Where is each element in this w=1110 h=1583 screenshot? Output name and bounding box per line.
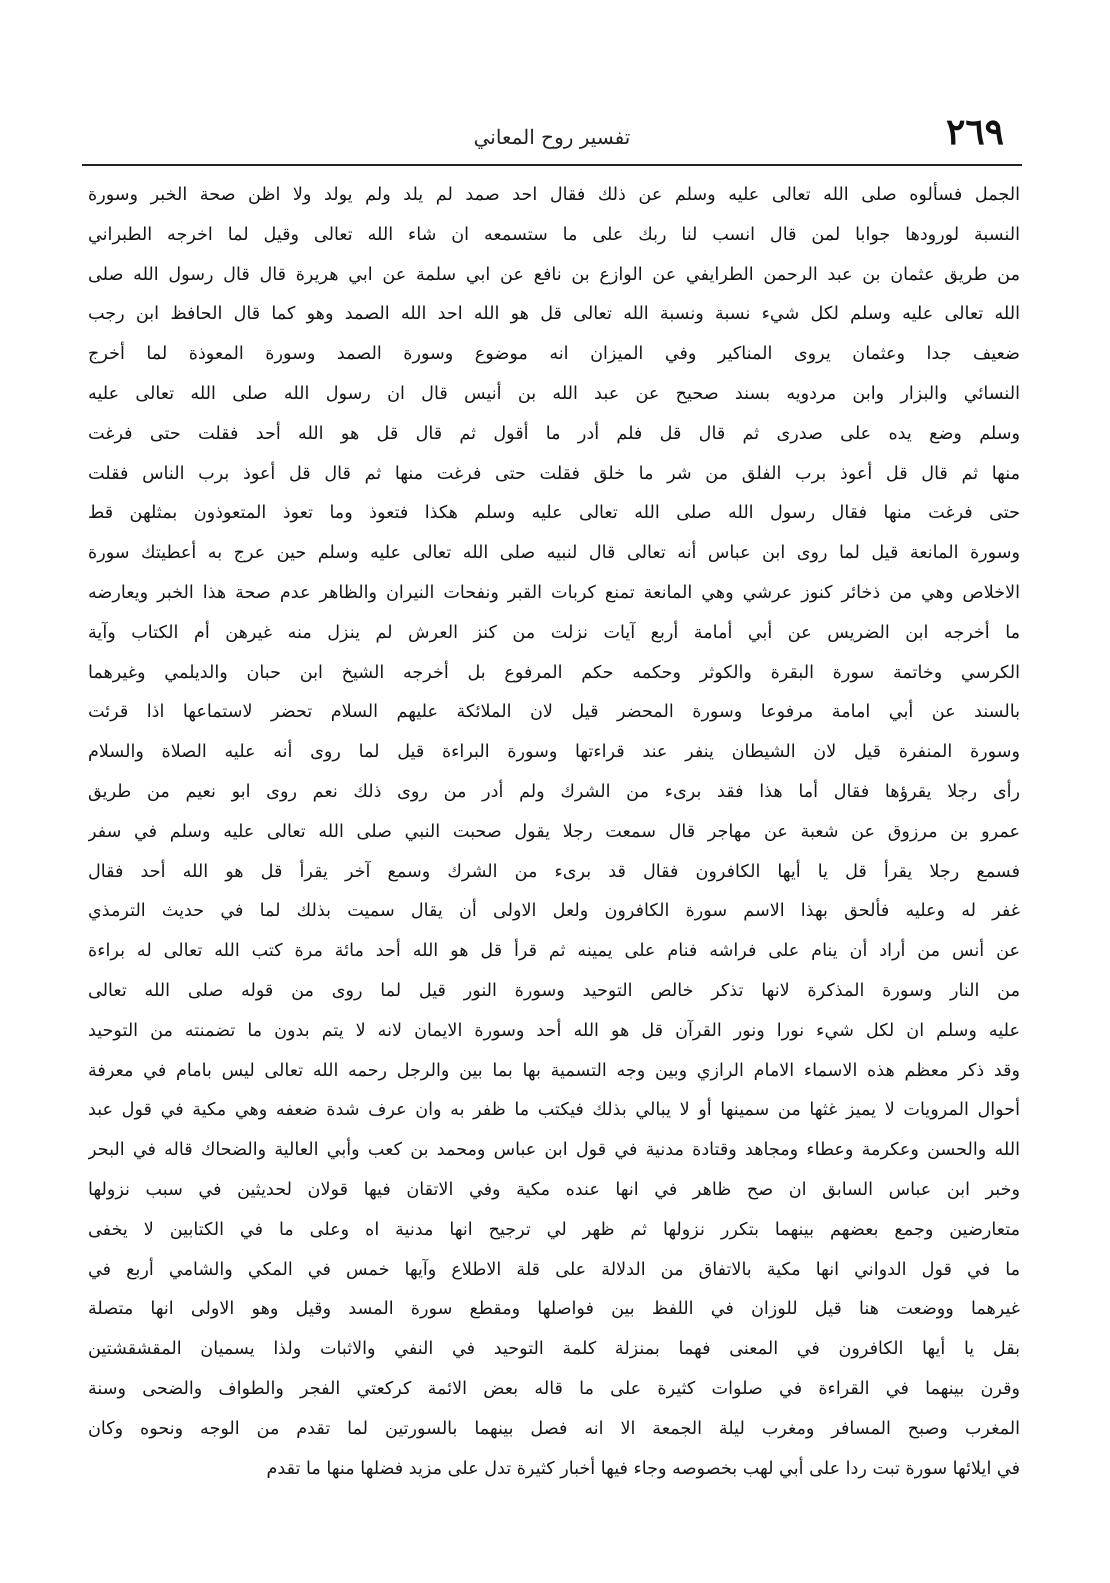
- text-line: وسلم وضع يده على صدرى ثم قال قل فلم أدر ما أقول ثم قال قل هو الله أحد فقلت حتى فرغت: [88, 423, 1020, 444]
- text-line: من النار وسورة المذكرة لانها تذكر خالص التوحيد وسورة النور قيل لما روى من قوله صلى الله تعالى: [88, 980, 1020, 1001]
- text-line: منها ثم قال قل أعوذ برب الفلق من شر ما خلق فقلت حتى فرغت منها ثم قال قل أعوذ برب الناس فقلت: [88, 463, 1020, 484]
- page-number: ٢٦٩: [945, 111, 1004, 153]
- text-line: رأى رجلا يقرؤها فقال أما هذا فقد برىء من الشرك ولم أدر من روى ذلك نعم روى ابو نعيم من طريق: [88, 781, 1020, 802]
- text-line: بقل يا أيها الكافرون في المعنى فهما بمنزلة كلمة التوحيد في النفي والاثبات ولذا يسميان المقشقشتين: [88, 1339, 1020, 1360]
- text-line: وقد ذكر معظم هذه الاسماء الامام الرازي وبين وجه التسمية بها بما بين والرجل رحمه الله تعالى ليس بامام في معرفة: [88, 1060, 1020, 1081]
- text-line: أحوال المرويات لا يميز غثها من سمينها أو لا يبالي بذلك فيكتب ما ظفر به وان عرف شدة ضعفه وهي مكية في قول عبد: [88, 1100, 1020, 1121]
- text-line: حتى فرغت منها فقال رسول الله صلى الله تعالى عليه وسلم هكذا فتعوذ وما تعوذ المتعوذون بمثلهن قط: [88, 503, 1020, 524]
- text-line: متعارضين وجمع بعضهم بينهما بتكرر نزولها ثم ظهر لي ترجيح انها مدنية اه وعلى ما في الكتابين لا يخفى: [88, 1219, 1020, 1240]
- text-line: غيرهما ووضعت هنا قيل للوزان في اللفظ بين فواصلها ومقطع سورة المسد وقيل وهو الاولى انها متصلة: [88, 1299, 1020, 1320]
- text-line: ما في قول الدواني انها مكية بالاتفاق من الدلالة على قلة الاطلاع وآيها خمس في المكي والشامي أربع في: [88, 1259, 1020, 1280]
- text-line: وسورة المانعة قيل لما روى ابن عباس أنه تعالى قال لنبيه صلى الله تعالى عليه وسلم حين عرج به أعطيتك سورة: [88, 543, 1020, 564]
- text-line: ما أخرجه ابن الضريس عن أبي أمامة أربع آيات نزلت من كنز العرش لم ينزل منه غيرهن أم الكتاب وآية: [88, 622, 1020, 643]
- text-line: وسورة المنفرة قيل لان الشيطان ينفر عند قراءتها وسورة البراءة قيل لما روى أنه عليه الصلاة والسلام: [88, 742, 1020, 763]
- text-line: الله تعالى عليه وسلم لكل شيء نسبة ونسبة الله تعالى قل هو الله احد الله الصمد وهو كما قال الحافظ ابن رجب: [88, 304, 1020, 325]
- running-title: تفسير روح المعاني: [473, 125, 631, 149]
- text-line: في ايلائها سورة تبت ردا على أبي لهب بخصوصه وجاء فيها أخبار كثيرة تدل على مزيد فضلها منها ما تقدم: [266, 1458, 1020, 1479]
- text-line: وخبر ابن عباس السابق ان صح ظاهر في انها عنده مكية وفي الاتقان فيها قولان لحديثين في سبب نزولها: [88, 1179, 1020, 1200]
- text-line: الاخلاص وهي من ذخائر كنوز عرشي وهي المانعة تمنع كربات القبر ونفحات النيران والظاهر عدم صحة هذا الخبر ويعارضه: [88, 582, 1020, 603]
- text-line: بالسند عن أبي امامة مرفوعا وسورة المحضر قيل لان الملائكة عليهم السلام تحضر لاستماعها اذا قرئت: [88, 702, 1020, 723]
- text-line: الكرسي وخاتمة سورة البقرة والكوثر وحكمه حكم المرفوع بل أخرجه الشيخ ابن حبان والديلمي وغيرهما: [88, 662, 1020, 683]
- header-divider: [82, 164, 1022, 166]
- text-line: من طريق عثمان بن عبد الرحمن الطرايفي عن الوازع بن نافع عن ابي سلمة عن ابي هريرة قال قال رسول الله صلى: [88, 264, 1020, 285]
- text-line: فسمع رجلا يقرأ قل يا أيها الكافرون فقال قد برىء من الشرك وسمع آخر يقرأ قل هو الله أحد فقال: [88, 861, 1020, 882]
- text-line: غفر له وعليه فألحق بهذا الاسم سورة الكافرون ولعل الاولى أن يقال سميت بذلك لما في حديث الترمذي: [88, 901, 1020, 922]
- text-line: عليه وسلم ان لكل شيء نورا ونور القرآن قل هو الله أحد وسورة الايمان لانه لا يتم بدون ما تضمنته من التوحيد: [88, 1020, 1020, 1041]
- text-line: عمرو بن مرزوق عن شعبة عن مهاجر قال سمعت رجلا يقول صحبت النبي صلى الله تعالى عليه وسلم في سفر: [88, 821, 1020, 842]
- text-line: المغرب وصبح المسافر ومغرب ليلة الجمعة الا انه فصل بينهما بالسورتين لما تقدم من الوجه ونحوه وكان: [88, 1418, 1020, 1439]
- text-line: ضعيف جدا وعثمان يروى المناكير وفي الميزان انه موضوع وسورة الصمد وسورة المعوذة لما أخرج: [88, 344, 1020, 365]
- text-line: الله والحسن وعكرمة وعطاء ومجاهد وقتادة مدنية في قول ابن عباس ومحمد بن كعب وأبي العالية والضحاك قاله في البحر: [88, 1140, 1020, 1161]
- text-line: الجمل فسألوه صلى الله تعالى عليه وسلم عن ذلك فقال احد صمد لم يلد ولم يولد ولا اظن صحة الخبر وسورة: [88, 185, 1020, 205]
- text-line: النسائي والبزار وابن مردويه بسند صحيح عن عبد الله بن أنيس قال ان رسول الله صلى الله تعالى عليه: [88, 383, 1020, 404]
- body-text: [88, 176, 1020, 1489]
- page-header: [82, 108, 1022, 164]
- text-line: وقرن بينهما في القراءة في صلوات كثيرة على ما قاله بعض الائمة كركعتي الفجر والطواف والضحى وسنة: [88, 1378, 1020, 1399]
- text-line: عن أنس من أراد أن ينام على فراشه فنام على يمينه ثم قرأ قل هو الله أحد مائة مرة كتب الله تعالى له براءة: [88, 941, 1020, 962]
- text-line: النسبة لورودها جوابا لمن قال انسب لنا ربك على ما ستسمعه ان شاء الله تعالى وقيل لما اخرجه الطبراني: [88, 224, 1020, 245]
